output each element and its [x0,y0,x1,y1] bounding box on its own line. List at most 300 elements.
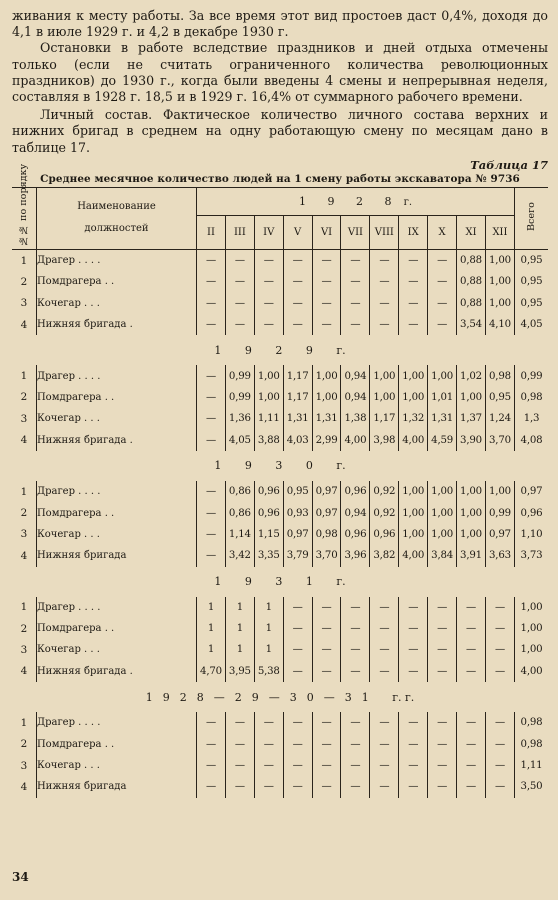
month-value: — [197,733,226,754]
month-value: — [457,618,486,639]
month-value: — [370,661,399,682]
month-value: 4,10 [485,314,514,335]
month-value: — [283,661,312,682]
month-value: 1,00 [370,365,399,386]
month-value: 0,98 [485,365,514,386]
position-name: Нижняя бригада [36,776,196,797]
month-value: — [428,712,457,733]
month-value: — [312,776,341,797]
position-name: Драгер . . . . [36,249,196,271]
month-value: 3,54 [457,314,486,335]
month-value: — [225,776,254,797]
month-value: — [370,639,399,660]
month-value: — [312,618,341,639]
month-value: 0,95 [283,481,312,502]
position-name: Нижняя бригада . [36,430,196,451]
month-value: 1 [225,639,254,660]
total-value: 1,00 [520,601,543,613]
month-value: — [485,639,514,660]
total-value: 1,00 [520,623,543,635]
month-header: III [225,215,254,249]
month-value: 4,70 [197,661,226,682]
month-value: — [225,733,254,754]
month-value: 1 [225,618,254,639]
month-value: — [197,430,226,451]
month-value: — [370,618,399,639]
month-value: — [428,271,457,292]
month-value: — [283,249,312,271]
month-value: — [457,755,486,776]
month-value: 1 [197,597,226,618]
month-value: — [197,314,226,335]
month-value: 0,96 [370,524,399,545]
total-value: 0,97 [520,486,543,498]
month-value: 1,00 [428,524,457,545]
month-value: 4,05 [225,430,254,451]
month-value: — [225,314,254,335]
row-number: 2 [12,733,36,754]
month-value: — [399,271,428,292]
month-value: 3,98 [370,430,399,451]
month-value: — [399,249,428,271]
month-header: II [197,215,226,249]
month-value: — [312,639,341,660]
month-value: — [485,712,514,733]
month-value: 1,01 [428,387,457,408]
month-value: 1,00 [457,481,486,502]
month-value: — [485,733,514,754]
position-name: Нижняя бригада [36,545,196,566]
total-value: 4,00 [520,665,543,677]
month-value: 0,94 [341,387,370,408]
position-name: Помдрагера . . [36,618,196,639]
total-value: 0,98 [520,391,543,403]
month-value: 1,00 [428,502,457,523]
month-value: 1,31 [283,408,312,429]
month-value: — [428,293,457,314]
month-value: 1,00 [457,502,486,523]
month-value: — [254,293,283,314]
total-value: 3,50 [520,781,543,793]
month-value: — [457,733,486,754]
total-value: 4,05 [520,319,543,331]
month-value: 3,35 [254,545,283,566]
total-value: 0,98 [520,738,543,750]
month-header: X [428,215,457,249]
table-row [12,387,548,408]
position-name: Драгер . . . . [36,365,196,386]
month-value: 2,99 [312,430,341,451]
total-value: 3,73 [520,550,543,562]
month-value: 0,96 [341,481,370,502]
month-value: — [225,293,254,314]
month-value: — [254,314,283,335]
month-value: — [399,618,428,639]
table-row [12,249,548,271]
month-value: — [225,271,254,292]
month-value: — [370,271,399,292]
month-value: 1,00 [254,365,283,386]
total-value: 0,99 [520,370,543,382]
month-value: — [399,733,428,754]
position-name: Кочегар . . . [36,524,196,545]
month-value: — [197,293,226,314]
month-value: — [312,661,341,682]
month-value: — [399,314,428,335]
month-value: 3,42 [225,545,254,566]
month-value: — [197,408,226,429]
month-value: — [341,755,370,776]
month-value: 1,02 [457,365,486,386]
month-value: 1,00 [457,524,486,545]
month-value: — [341,712,370,733]
month-value: 0,94 [341,365,370,386]
table-label: Таблица 17 [470,157,548,172]
month-value: 3,90 [457,430,486,451]
month-value: — [283,271,312,292]
month-value: — [283,712,312,733]
month-value: 1,17 [283,387,312,408]
month-value: — [283,639,312,660]
month-value: — [197,712,226,733]
month-value: — [341,597,370,618]
month-value: 1,31 [312,408,341,429]
month-value: — [399,597,428,618]
position-name: Кочегар . . . [36,639,196,660]
month-value: — [485,618,514,639]
row-number: 2 [12,618,36,639]
month-value: — [283,776,312,797]
month-value: 0,86 [225,481,254,502]
month-value: 3,70 [312,545,341,566]
table-row [12,639,548,660]
month-value: — [341,314,370,335]
month-value: 0,98 [312,524,341,545]
year-section-heading: 1 9 3 0 г. [214,459,346,473]
year-section-heading: 1 9 3 1 г. [214,575,346,589]
month-value: 3,95 [225,661,254,682]
row-number: 1 [12,365,36,386]
month-value: 0,99 [225,365,254,386]
month-value: — [197,545,226,566]
month-value: 1 [197,618,226,639]
month-value: — [254,712,283,733]
month-header: V [283,215,312,249]
month-value: — [399,776,428,797]
row-number: 2 [12,502,36,523]
row-number: 3 [12,755,36,776]
month-value: — [197,524,226,545]
table-row [12,733,548,754]
month-value: — [370,755,399,776]
paragraph-3: Личный состав. Фактическое количество личного состава верхних и нижних бригад в среднем на одну работающую смену по месяцам дано в таблице 17. [12,107,548,155]
month-value: — [428,618,457,639]
month-value: — [428,249,457,271]
row-number: 4 [12,661,36,682]
month-value: — [197,755,226,776]
month-value: — [197,776,226,797]
month-value: — [283,618,312,639]
row-number: 4 [12,776,36,797]
month-value: — [485,597,514,618]
month-value: 1,15 [254,524,283,545]
month-value: — [428,776,457,797]
month-value: 3,79 [283,545,312,566]
month-value: 0,88 [457,271,486,292]
position-name: Помдрагера . . [36,271,196,292]
month-value: 0,97 [312,502,341,523]
table-row [12,755,548,776]
month-value: — [341,618,370,639]
month-value: — [225,755,254,776]
month-value: — [370,293,399,314]
col-header-year: 1 9 2 8 г. [197,187,515,215]
month-value: — [457,639,486,660]
month-value: 3,96 [341,545,370,566]
col-header-total: Всего [514,187,548,249]
row-number: 4 [12,314,36,335]
month-value: — [312,293,341,314]
position-name: Драгер . . . . [36,481,196,502]
month-value: — [254,755,283,776]
month-value: — [399,661,428,682]
month-value: — [341,271,370,292]
row-number: 3 [12,408,36,429]
month-value: 1,00 [485,271,514,292]
month-value: 1,37 [457,408,486,429]
month-header: XI [457,215,486,249]
month-value: — [457,661,486,682]
page-number: 34 [12,870,29,884]
month-value: 0,92 [370,502,399,523]
month-value: — [399,293,428,314]
month-value: 1,00 [485,249,514,271]
month-value: — [197,271,226,292]
col-header-name: Наименование должностей [36,187,196,249]
table-row [12,408,548,429]
month-value: — [312,271,341,292]
month-value: — [485,776,514,797]
row-number: 2 [12,387,36,408]
month-value: 1,00 [399,365,428,386]
month-value: 1,00 [254,387,283,408]
month-value: — [341,661,370,682]
row-number: 1 [12,249,36,271]
total-value: 4,08 [520,434,543,446]
month-value: — [254,733,283,754]
month-value: — [312,249,341,271]
month-value: — [225,712,254,733]
month-value: — [370,249,399,271]
month-value: 1,14 [225,524,254,545]
row-number: 3 [12,524,36,545]
month-value: 1 [225,597,254,618]
month-value: 0,86 [225,502,254,523]
month-value: 3,82 [370,545,399,566]
month-value: 0,97 [312,481,341,502]
position-name: Нижняя бригада . [36,314,196,335]
month-value: 4,00 [399,430,428,451]
month-value: 0,99 [225,387,254,408]
table-row [12,481,548,502]
month-value: — [428,733,457,754]
year-section-heading: 1928—29—30—31 г. г. [145,690,415,704]
total-value: 0,95 [520,276,543,288]
table-row [12,776,548,797]
position-name: Помдрагера . . [36,502,196,523]
month-value: 1,00 [428,481,457,502]
total-value: 0,98 [520,717,543,729]
paragraph-2: Остановки в работе вследствие праздников и дней отдыха отмечены только (если не считать ограниченного количества революционных праздников) до 1930 г., когда были введены 4 смены и непрерывная неделя, составляя в 1928 г. 18,5 и в 1929 г. 16,4% от суммарного рабочего времени. [12,40,548,105]
month-value: — [485,661,514,682]
month-value: — [283,293,312,314]
month-value: — [457,597,486,618]
month-value: 0,88 [457,249,486,271]
month-header: XII [485,215,514,249]
month-value: 1,00 [312,365,341,386]
position-name: Кочегар . . . [36,293,196,314]
month-value: 0,88 [457,293,486,314]
month-header: VI [312,215,341,249]
month-value: — [370,776,399,797]
year-section-heading: 1 9 2 9 г. [214,343,346,357]
month-value: 1,00 [312,387,341,408]
month-value: — [428,661,457,682]
month-value: 3,84 [428,545,457,566]
total-value: 1,3 [523,413,540,425]
month-value: — [254,249,283,271]
month-value: — [370,712,399,733]
month-value: — [428,597,457,618]
month-value: 1,00 [457,387,486,408]
month-header: VIII [370,215,399,249]
position-name: Кочегар . . . [36,755,196,776]
month-value: — [197,481,226,502]
month-value: 0,94 [341,502,370,523]
month-value: 1,00 [485,293,514,314]
month-value: — [399,755,428,776]
month-header: IV [254,215,283,249]
month-value: — [457,712,486,733]
table-row [12,271,548,292]
month-value: — [370,597,399,618]
month-value: 1,00 [399,502,428,523]
position-name: Драгер . . . . [36,597,196,618]
month-value: — [370,733,399,754]
month-value: 4,00 [341,430,370,451]
table-row [12,365,548,386]
month-value: 4,00 [399,545,428,566]
month-value: — [341,249,370,271]
month-value: 3,91 [457,545,486,566]
month-value: 1 [197,639,226,660]
month-value: — [428,639,457,660]
month-value: — [341,639,370,660]
month-value: 1,00 [399,387,428,408]
month-header: VII [341,215,370,249]
month-value: 0,97 [283,524,312,545]
month-value: — [283,314,312,335]
month-value: 0,99 [485,502,514,523]
month-value: 0,96 [254,502,283,523]
month-value: 1 [254,597,283,618]
total-value: 1,11 [520,760,543,772]
month-value: — [399,712,428,733]
position-name: Драгер . . . . [36,712,196,733]
month-value: 0,97 [485,524,514,545]
month-value: 1,32 [399,408,428,429]
month-value: — [341,776,370,797]
month-value: 1,00 [370,387,399,408]
month-value: 1,36 [225,408,254,429]
month-value: — [283,597,312,618]
row-number: 1 [12,597,36,618]
table-row [12,430,548,451]
position-name: Помдрагера . . [36,387,196,408]
month-value: 1 [254,639,283,660]
month-value: — [254,776,283,797]
paragraph-1: живания к месту работы. За все время этот вид простоев даст 0,4%, доходя до 4,1 в июле 1929 г. и 4,2 в декабре 1930 г. [12,8,548,40]
month-value: 3,70 [485,430,514,451]
month-value: 1,00 [428,365,457,386]
month-value: 0,95 [485,387,514,408]
table-caption: Среднее месячное количество людей на 1 смену работы экскаватора № 9736 [40,172,520,185]
month-value: 4,03 [283,430,312,451]
table-row [12,712,548,733]
month-value: — [197,502,226,523]
month-value: — [428,755,457,776]
month-value: — [485,755,514,776]
row-number: 1 [12,712,36,733]
row-number: 2 [12,271,36,292]
table-row [12,545,548,566]
month-value: 1,00 [399,524,428,545]
month-value: 3,63 [485,545,514,566]
month-value: 3,88 [254,430,283,451]
row-number: 4 [12,430,36,451]
month-value: 1,00 [399,481,428,502]
month-value: — [197,365,226,386]
month-value: — [428,314,457,335]
month-value: — [312,712,341,733]
table-row [12,502,548,523]
month-value: 1,17 [283,365,312,386]
month-value: — [399,639,428,660]
month-value: — [312,314,341,335]
month-value: 5,38 [254,661,283,682]
month-value: — [312,755,341,776]
table-row [12,293,548,314]
month-value: — [197,387,226,408]
table-row [12,314,548,335]
month-value: — [283,755,312,776]
month-value: — [312,597,341,618]
row-number: 1 [12,481,36,502]
row-number: 3 [12,293,36,314]
month-value: 0,96 [254,481,283,502]
month-value: 1,31 [428,408,457,429]
month-value: 1 [254,618,283,639]
month-value: — [370,314,399,335]
total-value: 1,10 [520,528,543,540]
month-value: — [341,293,370,314]
table-row [12,597,548,618]
month-value: 0,93 [283,502,312,523]
month-value: — [254,271,283,292]
total-value: 0,95 [520,297,543,309]
month-value: 0,92 [370,481,399,502]
position-name: Помдрагера . . [36,733,196,754]
